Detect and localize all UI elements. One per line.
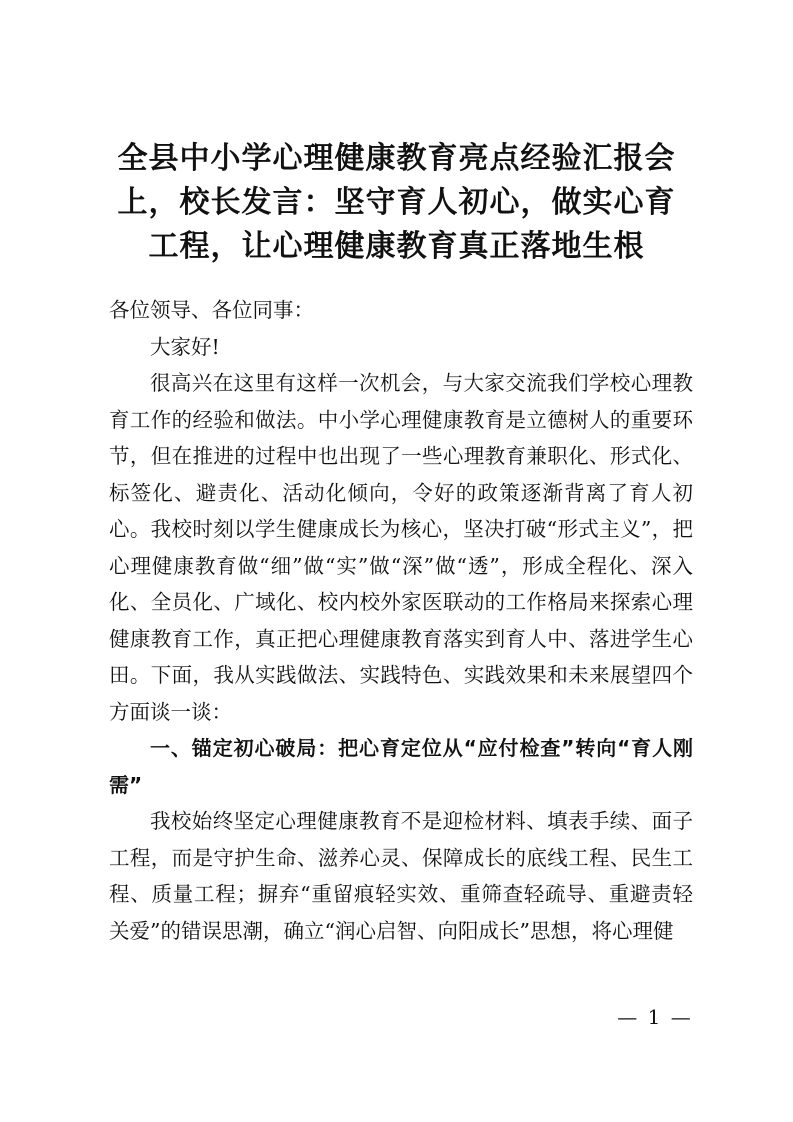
greeting: 大家好! bbox=[150, 334, 220, 359]
document-body bbox=[109, 292, 693, 949]
title-line-2: 上，校长发言：坚守育人初心，做实心育 bbox=[117, 185, 676, 220]
intro-paragraph: 很高兴在这里有这样一次机会，与大家交流我们学校心理教育工作的经验和做法。中小学心理健康教育是立德树人的重要环节，但在推进的过程中也出现了一些心理教育兼职化、形式化、标签化、避责化、活动化倾向，令好的政策逐渐背离了育人初心。我校时刻以学生健康成长为核心，坚决打破“形式主义”，把心理健康教育做“细”做“实”做“深”做“透”，形成全程化、深入化、全员化、广域化、校内校外家医联动的工作格局来探索心理健康教育工作，真正把心理健康教育落实到育人中、落进学生心田。下面，我从实践做法、实践特色、实践效果和未来展望四个方面谈一谈： bbox=[109, 371, 693, 724]
section-1-heading: 一、锚定初心破局：把心育定位从“应付检查”转向“育人刚需” bbox=[109, 736, 693, 797]
page-number: — 1 — bbox=[617, 1005, 693, 1029]
document-title bbox=[100, 137, 693, 269]
title-line-1: 全县中小学心理健康教育亮点经验汇报会 bbox=[117, 141, 676, 176]
section-1-paragraph: 我校始终坚定心理健康教育不是迎检材料、填表手续、面子工程，而是守护生命、滋养心灵、保障成长的底线工程、民生工程、质量工程；摒弃“重留痕轻实效、重筛查轻疏导、重避责轻关爱”的错误思潮，确立“润心启智、向阳成长”思想，将心理健 bbox=[109, 809, 693, 943]
salutation: 各位领导、各位同事： bbox=[109, 298, 314, 322]
title-line-3: 工程，让心理健康教育真正落地生根 bbox=[148, 229, 645, 264]
